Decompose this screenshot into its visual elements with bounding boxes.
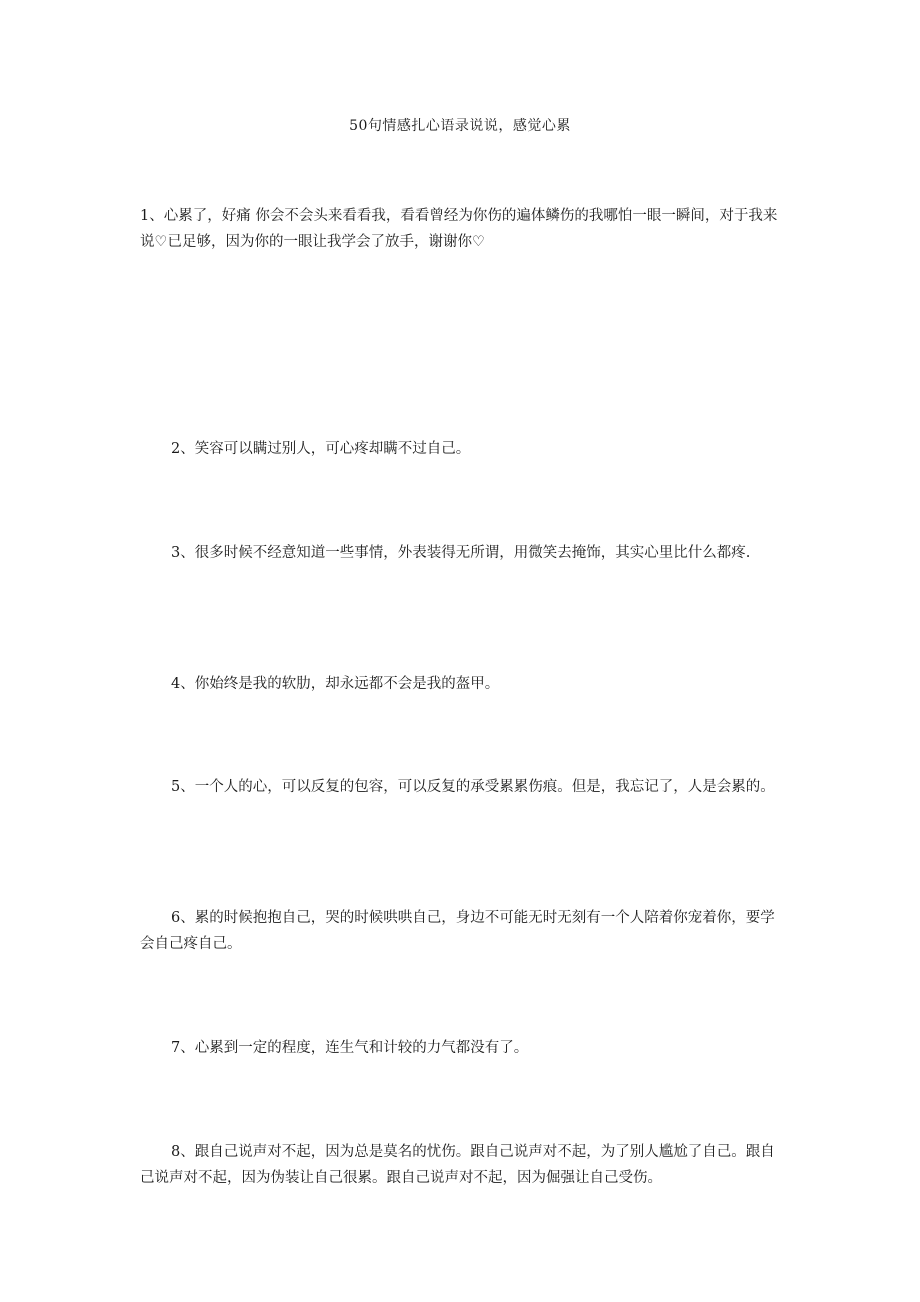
paragraph-6: 6、累的时候抱抱自己，哭的时候哄哄自己，身边不可能无时无刻有一个人陪着你宠着你，要学会自己疼自己。 [140, 910, 775, 952]
document-title: 50句情感扎心语录说说，感觉心累 [349, 118, 571, 134]
paragraph-3: 3、很多时候不经意知道一些事情，外表装得无所谓，用微笑去掩饰，其实心里比什么都疼. [171, 545, 751, 561]
paragraph-4: 4、你始终是我的软肋，却永远都不会是我的盔甲。 [171, 676, 500, 692]
paragraph-7: 7、心累到一定的程度，连生气和计较的力气都没有了。 [171, 1040, 529, 1056]
paragraph-2: 2、笑容可以瞒过别人，可心疼却瞒不过自己。 [171, 441, 471, 457]
paragraph-8: 8、跟自己说声对不起，因为总是莫名的忧伤。跟自己说声对不起，为了别人尴尬了自己。跟自己说声对不起，因为伪装让自己很累。跟自己说声对不起，因为倔强让自己受伤。 [140, 1144, 775, 1186]
paragraph-5: 5、一个人的心，可以反复的包容，可以反复的承受累累伤痕。但是，我忘记了，人是会累的。 [171, 779, 775, 795]
paragraph-1: 1、心累了，好痛 你会不会头来看看我，看看曾经为你伤的遍体鳞伤的我哪怕一眼一瞬间，对于我来说♡已足够，因为你的一眼让我学会了放手，谢谢你♡ [140, 208, 778, 250]
